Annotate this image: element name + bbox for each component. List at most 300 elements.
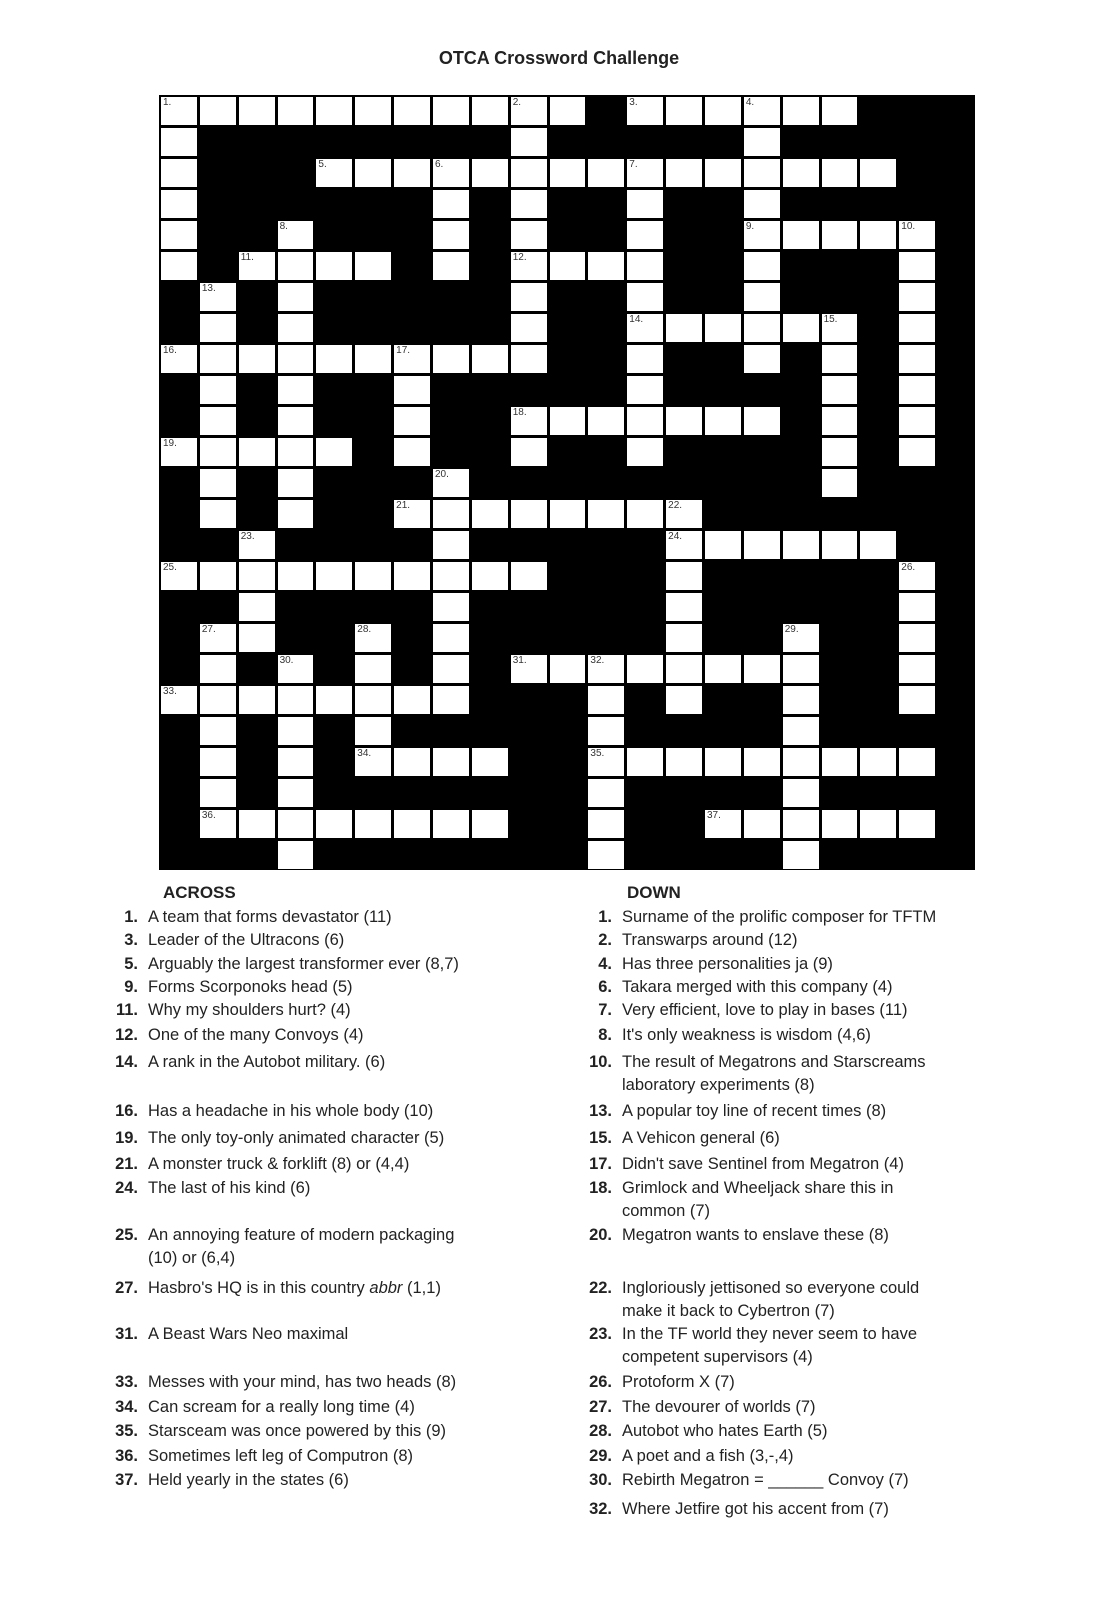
grid-cell[interactable]: [394, 376, 430, 404]
clue-text: A Beast Wars Neo maximal: [148, 1325, 349, 1343]
clue-number: 28.: [589, 1422, 612, 1440]
grid-cell[interactable]: [666, 97, 702, 125]
clue-text: Rebirth Megatron = ______ Convoy (7): [622, 1471, 909, 1489]
grid-cell[interactable]: [200, 345, 236, 373]
grid-cell[interactable]: [433, 190, 469, 218]
grid-cell[interactable]: [316, 159, 352, 187]
grid-cell[interactable]: [355, 655, 391, 683]
grid-cell[interactable]: [433, 159, 469, 187]
grid-cell[interactable]: [200, 438, 236, 466]
grid-cell[interactable]: [394, 438, 430, 466]
cell-number: 31.: [512, 655, 527, 666]
grid-cell[interactable]: [394, 810, 430, 838]
page-title: OTCA Crossword Challenge: [438, 48, 680, 68]
grid-cell[interactable]: [239, 562, 275, 590]
grid-cell[interactable]: [588, 252, 624, 280]
grid-cell[interactable]: [783, 686, 819, 714]
grid-cell[interactable]: [394, 159, 430, 187]
grid-cell[interactable]: [705, 655, 741, 683]
across-clue: [108, 953, 568, 976]
grid-cell[interactable]: [744, 407, 780, 435]
grid-cell[interactable]: [200, 717, 236, 745]
grid-cell[interactable]: [627, 221, 663, 249]
grid-cell[interactable]: [783, 655, 819, 683]
grid-cell[interactable]: [627, 190, 663, 218]
grid-cell[interactable]: [899, 810, 935, 838]
clue-number: 15.: [589, 1129, 612, 1147]
grid-cell[interactable]: [316, 438, 352, 466]
grid-cell[interactable]: [744, 345, 780, 373]
grid-cell[interactable]: [860, 159, 896, 187]
grid-cell[interactable]: [200, 562, 236, 590]
grid-cell[interactable]: [588, 655, 624, 683]
grid-cell[interactable]: [627, 407, 663, 435]
clue-text-italic: abbr: [369, 1279, 403, 1297]
grid-cell[interactable]: [239, 97, 275, 125]
grid-cell[interactable]: [355, 717, 391, 745]
grid-cell[interactable]: [550, 655, 586, 683]
grid-cell[interactable]: [627, 159, 663, 187]
clue-text: Can scream for a really long time (4): [148, 1398, 415, 1416]
clue-text: Didn't save Sentinel from Megatron (4): [622, 1155, 904, 1173]
clue-text: In the TF world they never seem to have: [622, 1325, 918, 1343]
grid-cell[interactable]: [433, 252, 469, 280]
cell-number: 21.: [396, 500, 411, 511]
grid-cell[interactable]: [899, 562, 935, 590]
grid-cell[interactable]: [822, 748, 858, 776]
grid-cell[interactable]: [278, 221, 314, 249]
down-heading: DOWN: [627, 883, 681, 902]
grid-cell[interactable]: [433, 345, 469, 373]
grid-cell[interactable]: [161, 438, 197, 466]
grid-cell[interactable]: [783, 531, 819, 559]
grid-cell[interactable]: [511, 283, 547, 311]
grid-cell[interactable]: [744, 314, 780, 342]
grid-cell[interactable]: [278, 407, 314, 435]
grid-cell[interactable]: [239, 624, 275, 652]
grid-cell[interactable]: [744, 810, 780, 838]
grid-cell[interactable]: [472, 345, 508, 373]
grid-cell[interactable]: [899, 252, 935, 280]
grid-cell[interactable]: [200, 686, 236, 714]
clue-number: 16.: [115, 1102, 138, 1120]
grid-cell[interactable]: [783, 97, 819, 125]
grid-cell[interactable]: [316, 252, 352, 280]
grid-cell[interactable]: [511, 655, 547, 683]
grid-cell[interactable]: [200, 314, 236, 342]
grid-cell[interactable]: [278, 438, 314, 466]
grid-cell[interactable]: [822, 159, 858, 187]
clue-number: 27.: [589, 1398, 612, 1416]
grid-cell[interactable]: [433, 531, 469, 559]
clue-number: 24.: [115, 1179, 138, 1197]
grid-cell[interactable]: [511, 562, 547, 590]
cell-number: 13.: [201, 283, 216, 294]
grid-cell[interactable]: [783, 748, 819, 776]
grid-cell[interactable]: [239, 345, 275, 373]
grid-cell[interactable]: [200, 376, 236, 404]
grid-cell[interactable]: [627, 438, 663, 466]
grid-cell[interactable]: [899, 624, 935, 652]
grid-cell[interactable]: [394, 407, 430, 435]
grid-cell[interactable]: [550, 407, 586, 435]
grid-cell[interactable]: [666, 562, 702, 590]
grid-cell[interactable]: [627, 252, 663, 280]
grid-cell[interactable]: [433, 655, 469, 683]
grid-cell[interactable]: [200, 748, 236, 776]
grid-cell[interactable]: [666, 159, 702, 187]
clue-text: Leader of the Ultracons (6): [148, 931, 345, 949]
down-clue: [582, 1224, 1042, 1247]
grid-cell[interactable]: [394, 562, 430, 590]
cell-number: 10.: [901, 221, 916, 232]
grid-cell[interactable]: [822, 221, 858, 249]
grid-cell[interactable]: [161, 128, 197, 156]
grid-cell[interactable]: [666, 593, 702, 621]
cell-number: 3.: [629, 97, 638, 108]
grid-cell[interactable]: [278, 500, 314, 528]
grid-cell[interactable]: [666, 314, 702, 342]
grid-cell[interactable]: [511, 314, 547, 342]
grid-cell[interactable]: [588, 686, 624, 714]
grid-cell[interactable]: [588, 810, 624, 838]
clue-text: Has a headache in his whole body (10): [148, 1102, 434, 1120]
clue-number: 1.: [598, 908, 612, 926]
grid-cell[interactable]: [239, 438, 275, 466]
grid-cell[interactable]: [394, 748, 430, 776]
grid-cell[interactable]: [822, 376, 858, 404]
clue-text: The last of his kind (6): [148, 1179, 311, 1197]
grid-cell[interactable]: [666, 531, 702, 559]
grid-cell[interactable]: [783, 810, 819, 838]
grid-cell[interactable]: [511, 128, 547, 156]
cell-number: 20.: [435, 469, 449, 480]
grid-cell[interactable]: [783, 221, 819, 249]
grid-cell[interactable]: [433, 593, 469, 621]
grid-cell[interactable]: [355, 686, 391, 714]
grid-cell[interactable]: [278, 779, 314, 807]
grid-cell[interactable]: [433, 748, 469, 776]
grid-cell[interactable]: [200, 469, 236, 497]
grid-cell[interactable]: [588, 748, 624, 776]
grid-cell[interactable]: [705, 159, 741, 187]
clue-text: It's only weakness is wisdom (4,6): [622, 1026, 871, 1044]
grid-cell[interactable]: [822, 531, 858, 559]
grid-cell[interactable]: [627, 376, 663, 404]
grid-cell[interactable]: [394, 686, 430, 714]
clue-number: 7.: [598, 1001, 612, 1019]
grid-cell[interactable]: [200, 624, 236, 652]
grid-cell[interactable]: [433, 810, 469, 838]
grid-cell[interactable]: [899, 345, 935, 373]
grid-cell[interactable]: [783, 624, 819, 652]
grid-cell[interactable]: [744, 283, 780, 311]
grid-cell[interactable]: [200, 810, 236, 838]
grid-cell[interactable]: [666, 624, 702, 652]
grid-cell[interactable]: [278, 314, 314, 342]
down-clue: [582, 1371, 1042, 1394]
down-clue: [582, 929, 1042, 952]
grid-cell[interactable]: [316, 686, 352, 714]
grid-cell[interactable]: [899, 748, 935, 776]
grid-cell[interactable]: [161, 562, 197, 590]
grid-cell[interactable]: [783, 717, 819, 745]
grid-cell[interactable]: [899, 686, 935, 714]
grid-cell[interactable]: [200, 407, 236, 435]
grid-cell[interactable]: [472, 748, 508, 776]
clue-number: 31.: [115, 1325, 138, 1343]
grid-cell[interactable]: [627, 97, 663, 125]
grid-cell[interactable]: [278, 252, 314, 280]
across-clue: [108, 1051, 568, 1074]
clue-text: Messes with your mind, has two heads (8): [148, 1373, 457, 1391]
cell-number: 32.: [590, 655, 605, 666]
grid-cell[interactable]: [161, 252, 197, 280]
grid-cell[interactable]: [627, 314, 663, 342]
clue-number: 18.: [589, 1179, 612, 1197]
grid-cell[interactable]: [355, 97, 391, 125]
clue-text: Held yearly in the states (6): [148, 1471, 349, 1489]
down-clue: [582, 1396, 1042, 1419]
clue-text: A popular toy line of recent times (8): [622, 1102, 887, 1120]
grid-cell[interactable]: [627, 655, 663, 683]
grid-cell[interactable]: [472, 810, 508, 838]
grid-cell[interactable]: [627, 748, 663, 776]
clue-text: common (7): [622, 1202, 711, 1220]
grid-cell[interactable]: [278, 810, 314, 838]
across-clue: [108, 1469, 568, 1492]
grid-cell[interactable]: [666, 686, 702, 714]
grid-cell[interactable]: [899, 593, 935, 621]
clue-text: Transwarps around (12): [622, 931, 798, 949]
grid-cell[interactable]: [783, 314, 819, 342]
grid-cell[interactable]: [472, 97, 508, 125]
grid-cell[interactable]: [161, 221, 197, 249]
clue-text: A poet and a fish (3,-,4): [622, 1447, 794, 1465]
grid-cell[interactable]: [433, 221, 469, 249]
grid-cell[interactable]: [472, 159, 508, 187]
grid-cell[interactable]: [705, 748, 741, 776]
grid-cell[interactable]: [278, 686, 314, 714]
grid-cell[interactable]: [744, 97, 780, 125]
grid-cell[interactable]: [355, 562, 391, 590]
grid-cell[interactable]: [550, 159, 586, 187]
grid-cell[interactable]: [278, 283, 314, 311]
grid-cell[interactable]: [822, 407, 858, 435]
clue-text: Megatron wants to enslave these (8): [622, 1226, 889, 1244]
grid-cell[interactable]: [588, 779, 624, 807]
grid-cell[interactable]: [744, 531, 780, 559]
grid-cell[interactable]: [705, 314, 741, 342]
grid-cell[interactable]: [666, 500, 702, 528]
grid-cell[interactable]: [744, 159, 780, 187]
grid-cell[interactable]: [744, 252, 780, 280]
grid-cell[interactable]: [433, 500, 469, 528]
grid-cell[interactable]: [511, 190, 547, 218]
grid-cell[interactable]: [394, 345, 430, 373]
grid-cell[interactable]: [394, 97, 430, 125]
clue-number: 17.: [589, 1155, 612, 1173]
grid-cell[interactable]: [511, 438, 547, 466]
grid-cell[interactable]: [822, 438, 858, 466]
grid-cell[interactable]: [627, 345, 663, 373]
grid-cell[interactable]: [278, 562, 314, 590]
grid-cell[interactable]: [161, 97, 197, 125]
grid-cell[interactable]: [278, 748, 314, 776]
grid-cell[interactable]: [239, 531, 275, 559]
grid-cell[interactable]: [550, 252, 586, 280]
grid-cell[interactable]: [899, 655, 935, 683]
clue-number: 11.: [115, 1001, 138, 1019]
grid-cell[interactable]: [822, 97, 858, 125]
across-clue: [108, 1323, 568, 1346]
grid-cell[interactable]: [511, 500, 547, 528]
grid-cell[interactable]: [899, 283, 935, 311]
grid-cell[interactable]: [355, 748, 391, 776]
grid-cell[interactable]: [550, 500, 586, 528]
grid-cell[interactable]: [200, 283, 236, 311]
down-clue: [582, 906, 1042, 929]
grid-cell[interactable]: [278, 655, 314, 683]
grid-cell[interactable]: [627, 500, 663, 528]
grid-cell[interactable]: [744, 748, 780, 776]
grid-cell[interactable]: [355, 624, 391, 652]
cell-number: 11.: [240, 252, 254, 263]
grid-cell[interactable]: [316, 345, 352, 373]
grid-cell[interactable]: [666, 748, 702, 776]
grid-cell[interactable]: [355, 810, 391, 838]
grid-cell[interactable]: [666, 655, 702, 683]
grid-cell[interactable]: [783, 779, 819, 807]
grid-cell[interactable]: [705, 531, 741, 559]
across-clue: [108, 976, 568, 999]
clue-text: Protoform X (7): [622, 1373, 735, 1391]
grid-cell[interactable]: [200, 500, 236, 528]
clue-text: Has three personalities ja (9): [622, 955, 833, 973]
clue-number: 5.: [124, 955, 138, 973]
grid-cell[interactable]: [472, 562, 508, 590]
grid-cell[interactable]: [550, 97, 586, 125]
grid-cell[interactable]: [744, 655, 780, 683]
cell-number: 34.: [357, 748, 372, 759]
grid-cell[interactable]: [705, 97, 741, 125]
down-clue: [582, 1024, 1042, 1047]
grid-cell[interactable]: [860, 531, 896, 559]
cell-number: 35.: [590, 748, 605, 759]
down-clue: [582, 1420, 1042, 1443]
grid-cell[interactable]: [899, 314, 935, 342]
grid-cell[interactable]: [588, 841, 624, 869]
grid-cell[interactable]: [316, 810, 352, 838]
grid-cell[interactable]: [822, 810, 858, 838]
grid-cell[interactable]: [588, 407, 624, 435]
grid-cell[interactable]: [705, 810, 741, 838]
clue-number: 8.: [598, 1026, 612, 1044]
grid-cell[interactable]: [511, 221, 547, 249]
grid-cell[interactable]: [355, 252, 391, 280]
grid-cell[interactable]: [822, 469, 858, 497]
grid-cell[interactable]: [394, 500, 430, 528]
grid-cell[interactable]: [161, 345, 197, 373]
grid-cell[interactable]: [860, 748, 896, 776]
grid-cell[interactable]: [161, 159, 197, 187]
grid-cell[interactable]: [278, 376, 314, 404]
grid-cell[interactable]: [433, 624, 469, 652]
grid-cell[interactable]: [200, 97, 236, 125]
grid-cell[interactable]: [744, 190, 780, 218]
grid-cell[interactable]: [355, 345, 391, 373]
across-clue: [108, 1224, 568, 1270]
clue-text: (10) or (6,4): [148, 1249, 236, 1267]
grid-cell[interactable]: [472, 500, 508, 528]
clue-number: 30.: [589, 1471, 612, 1489]
grid-cell[interactable]: [161, 686, 197, 714]
grid-cell[interactable]: [899, 376, 935, 404]
grid-cell[interactable]: [200, 779, 236, 807]
clue-text: Autobot who hates Earth (5): [622, 1422, 828, 1440]
grid-cell[interactable]: [666, 407, 702, 435]
grid-cell[interactable]: [860, 810, 896, 838]
grid-cell[interactable]: [200, 655, 236, 683]
grid-cell[interactable]: [278, 841, 314, 869]
grid-cell[interactable]: [278, 97, 314, 125]
grid-cell[interactable]: [511, 252, 547, 280]
cell-number: 25.: [163, 562, 177, 573]
grid-cell[interactable]: [899, 221, 935, 249]
grid-cell[interactable]: [744, 221, 780, 249]
grid-cell[interactable]: [278, 717, 314, 745]
grid-cell[interactable]: [899, 407, 935, 435]
grid-cell[interactable]: [239, 810, 275, 838]
grid-cell[interactable]: [511, 97, 547, 125]
grid-cell[interactable]: [511, 407, 547, 435]
grid-cell[interactable]: [278, 469, 314, 497]
grid-cell[interactable]: [316, 562, 352, 590]
grid-cell[interactable]: [705, 407, 741, 435]
grid-cell[interactable]: [783, 159, 819, 187]
clue-number: 23.: [589, 1325, 612, 1343]
across-clue: [108, 1396, 568, 1419]
grid-cell[interactable]: [822, 314, 858, 342]
clue-number: 33.: [115, 1373, 138, 1391]
grid-cell[interactable]: [899, 438, 935, 466]
grid-cell[interactable]: [161, 190, 197, 218]
grid-cell[interactable]: [433, 469, 469, 497]
grid-cell[interactable]: [588, 717, 624, 745]
grid-cell[interactable]: [511, 159, 547, 187]
clue-number: 34.: [115, 1398, 138, 1416]
grid-cell[interactable]: [239, 686, 275, 714]
grid-cell[interactable]: [822, 345, 858, 373]
grid-cell[interactable]: [588, 159, 624, 187]
grid-cell[interactable]: [316, 97, 352, 125]
grid-cell[interactable]: [278, 345, 314, 373]
grid-cell[interactable]: [744, 128, 780, 156]
grid-cell[interactable]: [860, 221, 896, 249]
cell-number: 14.: [629, 314, 644, 325]
grid-cell[interactable]: [588, 500, 624, 528]
grid-cell[interactable]: [239, 593, 275, 621]
grid-cell[interactable]: [433, 97, 469, 125]
grid-cell[interactable]: [511, 345, 547, 373]
grid-cell[interactable]: [355, 159, 391, 187]
grid-cell[interactable]: [433, 562, 469, 590]
grid-cell[interactable]: [239, 252, 275, 280]
grid-cell[interactable]: [433, 686, 469, 714]
cell-number: 33.: [163, 686, 177, 697]
grid-cell[interactable]: [783, 841, 819, 869]
grid-cell[interactable]: [627, 283, 663, 311]
